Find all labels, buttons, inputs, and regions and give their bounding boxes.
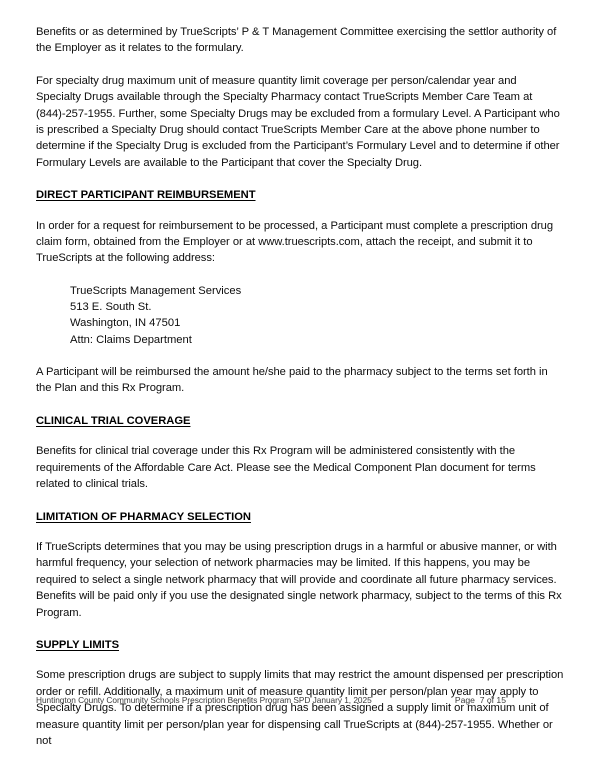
address-line-city-state-zip: Washington, IN 47501 <box>70 317 181 330</box>
paragraph-formulary-continuation: Benefits or as determined by TrueScripts’ P & T Management Committee exercising the settlor authority of the Employer as it relates to the formulary. <box>36 26 557 55</box>
paragraph-clinical-trial-coverage: Benefits for clinical trial coverage under this Rx Program will be administered consistently with the requirements of the Affordable Care Act. Please see the Medical Component Plan document for terms related to clinical trials. <box>36 445 536 491</box>
paragraph-reimbursement-process: In order for a request for reimbursement to be processed, a Participant must complete a prescription drug claim form, obtained from the Employer or at www.truescripts.com, attach the receipt, and submit it to TrueScripts at the following address: <box>36 219 554 265</box>
address-block-truescripts <box>36 283 564 348</box>
heading-limitation-of-pharmacy-selection: LIMITATION OF PHARMACY SELECTION <box>36 510 251 523</box>
heading-clinical-trial-coverage: CLINICAL TRIAL COVERAGE <box>36 414 191 427</box>
page-body <box>36 24 564 764</box>
heading-supply-limits: SUPPLY LIMITS <box>36 638 120 651</box>
address-line-street: 513 E. South St. <box>70 301 152 314</box>
address-line-company: TrueScripts Management Services <box>70 284 242 297</box>
paragraph-limitation-of-pharmacy-selection: If TrueScripts determines that you may be using prescription drugs in a harmful or abusive manner, or with harmful frequency, your selection of network pharmacies may be limited. If this happens, you may be required to select a single network pharmacy that will provide and coordinate all future pharmacy services. Benefits will be paid only if you use the designated single network pharmacy, subject to the terms of this Rx Program. <box>36 540 562 619</box>
footer-document-title: Huntington County Community Schools Prescription Benefits Program SPD January 1, 2025 <box>36 695 372 705</box>
page-footer <box>36 694 564 706</box>
paragraph-specialty-drug-limits: For specialty drug maximum unit of measure quantity limit coverage per person/calendar year and Specialty Drugs available through the Specialty Pharmacy contact TrueScripts Member Care Team at (844)-257-1955. Further, some Specialty Drugs may be excluded from a formulary Level. A Participant who is prescribed a Specialty Drug should contact TrueScripts Member Care at the above phone number to determine if the Specialty Drug is excluded from the Participant’s Formulary Level and to determine if other Formulary Levels are available to the Participant that cover the Specialty Drug. <box>36 74 560 169</box>
paragraph-reimbursement-amount: A Participant will be reimbursed the amount he/she paid to the pharmacy subject to the terms set forth in the Plan and this Rx Program. <box>36 366 548 395</box>
paragraph-supply-limits: Some prescription drugs are subject to supply limits that may restrict the amount dispensed per prescription order or refill. Additionally, a maximum unit of measure quantity limit per person/plan year may apply to Specialty Drugs. To determine if a prescription drug has been assigned a supply limit or maximum unit of measure quantity limit per person/plan year for dispensing call TrueScripts at (844)-257-1955. Whether or not <box>36 669 564 747</box>
footer-page-number: Page 7 of 15 <box>454 695 506 705</box>
address-line-attention: Attn: Claims Department <box>70 333 192 346</box>
heading-direct-participant-reimbursement: DIRECT PARTICIPANT REIMBURSEMENT <box>36 189 256 202</box>
